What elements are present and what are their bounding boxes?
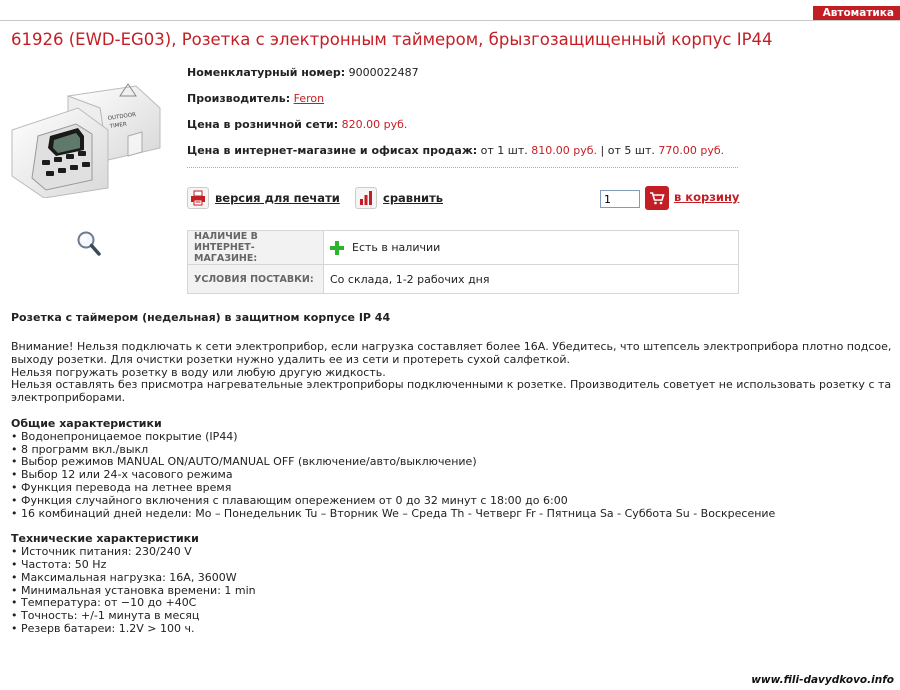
tech-item: • Частота: 50 Hz <box>11 557 107 571</box>
add-to-cart-button[interactable] <box>645 186 669 210</box>
delivery-row <box>188 265 739 294</box>
image-label-2: TIMER <box>109 121 128 130</box>
online-price-1: 810.00 руб. <box>531 144 598 157</box>
tech-item: • Точность: +/-1 минута в месяц <box>11 609 200 623</box>
add-to-cart-link[interactable]: в корзину <box>674 190 740 204</box>
product-image[interactable] <box>8 78 168 198</box>
retail-price-label: Цена в розничной сети: <box>187 118 339 131</box>
tech-item: • Максимальная нагрузка: 16А, 3600W <box>11 570 237 584</box>
printer-icon <box>187 187 209 209</box>
maker-label: Производитель: <box>187 92 291 105</box>
online-price-5: 770.00 руб. <box>658 144 725 157</box>
product-title: 61926 (EWD-EG03), Розетка с электронным таймером, брызгозащищенный корпус IP44 <box>11 30 773 49</box>
online-qty-5: | от 5 шт. <box>600 144 655 157</box>
print-version-link[interactable] <box>187 186 340 210</box>
retail-price-value: 820.00 руб. <box>341 118 408 131</box>
features-title: Общие характеристики <box>11 416 162 430</box>
print-version-label: версия для печати <box>215 191 340 205</box>
warning-line: Нельзя погружать розетку в воду или любую другую жидкость. <box>11 365 386 379</box>
availability-table <box>187 230 739 294</box>
features-block <box>11 418 900 520</box>
feature-item: • Водонепроницаемое покрытие (IP44) <box>11 429 238 443</box>
online-qty-1: от 1 шт. <box>480 144 528 157</box>
feature-item: • Функция перевода на летнее время <box>11 480 232 494</box>
tech-title: Технические характеристики <box>11 532 199 546</box>
category-tab[interactable]: Автоматика <box>813 6 900 20</box>
sku-row <box>187 66 419 79</box>
compare-link[interactable] <box>355 186 443 210</box>
compare-label: сравнить <box>383 191 444 205</box>
stock-value: Есть в наличии <box>352 240 441 254</box>
feature-item: • 16 комбинаций дней недели: Mo – Понедельник Tu – Вторник We – Среда Th - Четверг Fr - Пятница Sa - Суббота Su - Воскресение <box>11 506 776 520</box>
warning-line: Нельзя оставлять без присмотра нагревательные электроприборы подключенными к розетке. Производитель советует не использовать розетку с та <box>11 378 892 392</box>
warning-line: электроприборами. <box>11 391 126 405</box>
stock-cell <box>324 231 739 265</box>
stock-row <box>188 231 739 265</box>
quantity-input[interactable] <box>600 190 640 208</box>
cart-icon <box>649 191 665 205</box>
sku-value: 9000022487 <box>348 66 419 79</box>
maker-link[interactable]: Feron <box>293 92 325 105</box>
tech-item: • Температура: от −10 до +40С <box>11 596 197 610</box>
warning-line: выходу розетки. Для очистки розетки нужно удалить ее из сети и протереть сухой салфеткой. <box>11 352 571 366</box>
delivery-value: Со склада, 1-2 рабочих дня <box>324 265 739 294</box>
stock-label: НАЛИЧИЕ В ИНТЕРНЕТ-МАГАЗИНЕ: <box>188 231 324 265</box>
retail-price-row <box>187 118 407 131</box>
online-price-label: Цена в интернет-магазине и офисах продаж: <box>187 144 478 157</box>
description-heading: Розетка с таймером (недельная) в защитном корпусе IP 44 <box>11 311 391 324</box>
warning-block <box>11 341 900 405</box>
watermark: www.fili-davydkovo.info <box>751 674 894 686</box>
sku-label: Номенклатурный номер: <box>187 66 346 79</box>
online-price-row <box>187 144 724 157</box>
feature-item: • Выбор 12 или 24-х часового режима <box>11 468 233 482</box>
maker-row <box>187 92 324 105</box>
feature-item: • 8 программ вкл./выкл <box>11 442 149 456</box>
tech-item: • Резерв батареи: 1.2V > 100 ч. <box>11 621 195 635</box>
tech-item: • Источник питания: 230/240 V <box>11 545 192 559</box>
warning-line: Внимание! Нельзя подключать к сети электроприбор, если нагрузка составляет более 16А. Убедитесь, что штепсель электроприбора плотно подсое, <box>11 340 892 353</box>
feature-item: • Функция случайного включения с плавающим опережением от 0 до 32 минут с 18:00 до 6:00 <box>11 493 568 507</box>
delivery-label: УСЛОВИЯ ПОСТАВКИ: <box>188 265 324 294</box>
header-divider <box>0 20 900 21</box>
tech-block <box>11 533 900 635</box>
zoom-icon[interactable] <box>76 230 102 258</box>
feature-item: • Выбор режимов MANUAL ON/AUTO/MANUAL OFF (включение/авто/выключение) <box>11 455 477 469</box>
product-description <box>11 311 900 636</box>
image-label-1: OUTDOOR <box>107 112 137 122</box>
tech-item: • Минимальная установка времени: 1 min <box>11 583 256 597</box>
price-divider <box>187 167 738 168</box>
plus-icon <box>330 241 344 255</box>
chart-icon <box>355 187 377 209</box>
